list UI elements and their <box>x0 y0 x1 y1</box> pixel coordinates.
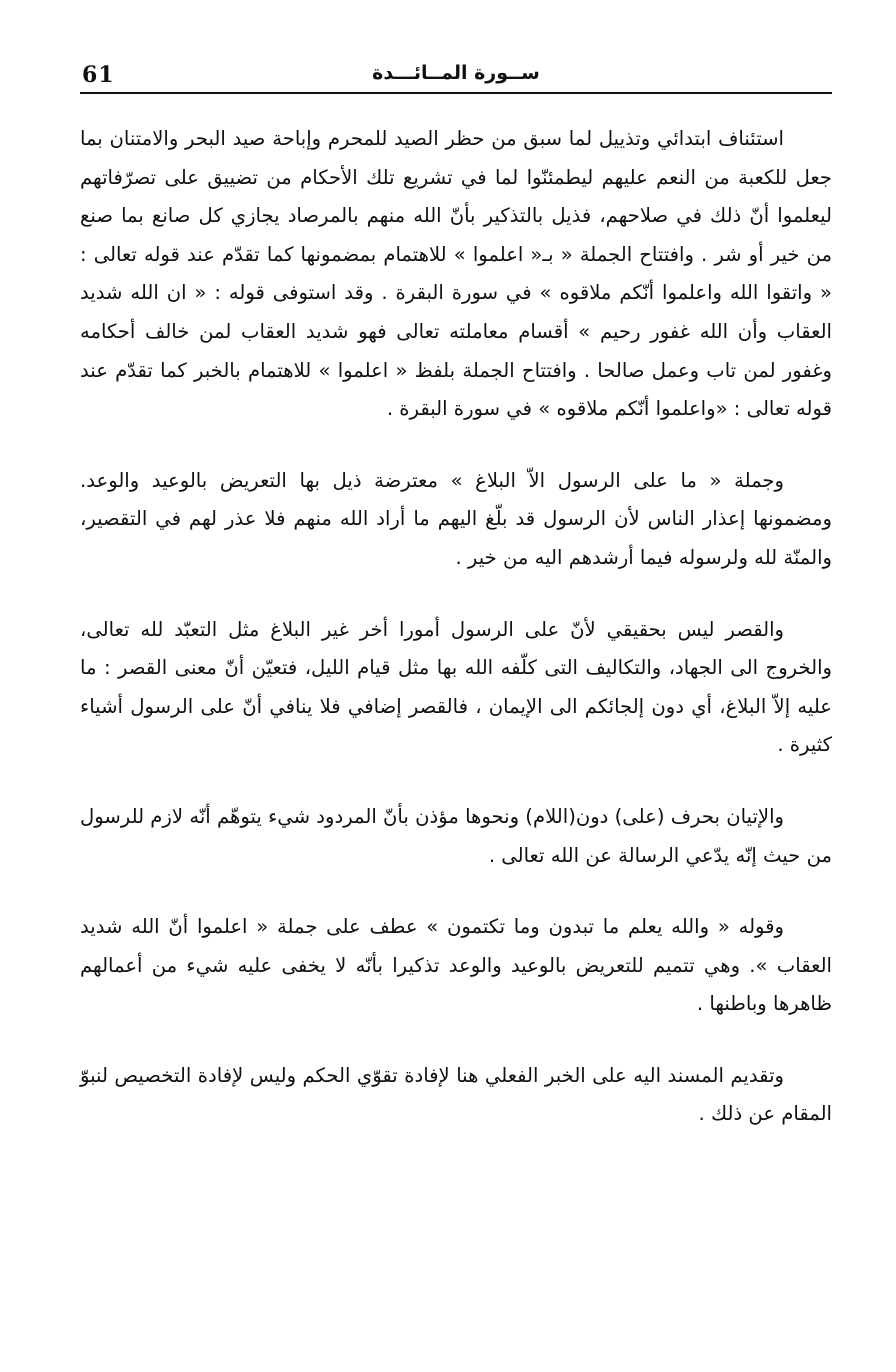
paragraph: وقوله « والله يعلم ما تبدون وما تكتمون » عطف على جملة « اعلموا أنّ الله شديد العقاب ». وهي تتميم للتعريض بالوعيد والوعد تذكيرا بأنّه لا يخفى عليه شيء من أعمالهم ظاهرها وباطنها . <box>80 915 832 1016</box>
paragraph: وتقديم المسند اليه على الخبر الفعلي هنا لإفادة تقوّي الحكم وليس لإفادة التخصيص لنبوّ المقام عن ذلك . <box>80 1063 832 1126</box>
paragraph: والقصر ليس بحقيقي لأنّ على الرسول أمورا أخر غير البلاغ مثل التعبّد لله تعالى، والخروج الى الجهاد، والتكاليف التى كلّفه الله بها مثل قيام الليل، فتعيّن أنّ معنى القصر : ما عليه إلاّ البلاغ، أي دون إلجائكم الى الإيمان ، فالقصر إضافي فلا ينافي أنّ على الرسول أشياء كثيرة . <box>80 617 832 757</box>
page-number: 61 <box>82 62 115 88</box>
paragraph: استئناف ابتدائي وتذييل لما سبق من حظر الصيد للمحرم وإباحة صيد البحر والامتنان بما جعل للكعبة من النعم عليهم ليطمئنّوا لما في تشريع تلك الأحكام من تضييق على تصرّفاتهم ليعلموا أنّ ذلك في صلاحهم، فذيل بالتذكير بأنّ الله منهم بالمرصاد يجازي كل صانع بما صنع من خير أو شر . وافتتاح الجملة « بـ« اعلموا » للاهتمام بمضمونها كما تقدّم عند قوله تعالى : « واتقوا الله واعلموا أنّكم ملاقوه » في سورة البقرة . وقد استوفى قوله : « ان الله شديد العقاب وأن الله غفور رحيم » أقسام معاملته تعالى فهو شديد العقاب لمن خالف أحكامه وغفور لمن تاب وعمل صالحا . وافتتاح الجملة بلفظ « اعلموا » للاهتمام بالخبر كما تقدّم عند قوله تعالى : «واعلموا أنّكم ملاقوه » في سورة البقرة . <box>80 127 832 421</box>
page-header <box>80 56 832 94</box>
running-title: ســورة المــائـــدة <box>372 62 540 84</box>
paragraph: والإتيان بحرف (على) دون(اللام) ونحوها مؤذن بأنّ المردود شيء يتوهّم أنّه لازم للرسول من حيث إنّه يدّعي الرسالة عن الله تعالى . <box>80 804 832 867</box>
paragraph: وجملة « ما على الرسول الاّ البلاغ » معترضة ذيل بها التعريض بالوعيد والوعد. ومضمونها إعذار الناس لأن الرسول قد بلّغ اليهم ما أراد الله منهم فلا عذر لهم في التقصير، والمنّة لله ولرسوله فيما أرشدهم اليه من خير . <box>80 468 832 569</box>
page-body <box>80 120 832 1167</box>
